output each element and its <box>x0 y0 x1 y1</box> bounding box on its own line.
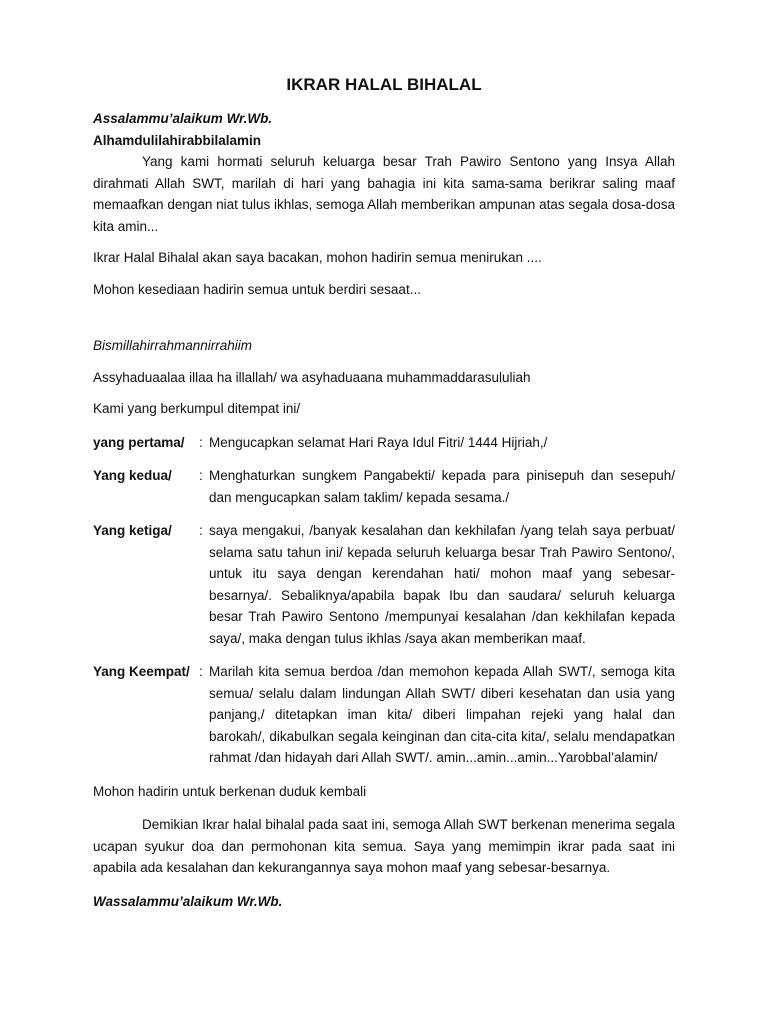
opening-greeting: Assalammu’alaikum Wr.Wb. <box>93 111 273 126</box>
pledge-item-3 <box>93 520 675 649</box>
colon: : <box>199 434 203 450</box>
pledge-item-2 <box>93 465 675 508</box>
bismillah-line: Bismillahirrahmannirrahiim <box>93 338 253 353</box>
pledge-item-text: saya mengakui, /banyak kesalahan dan kekhilafan /yang telah saya perbuat/ selama satu tahun ini/ kepada seluruh keluarga besar Trah Pawiro Sentono/, untuk itu saya dengan kerendahan hati/ mohon maaf yang sebesar-besarnya/. Sebaliknya/apabila bapak Ibu dan saudara/ seluruh keluarga besar Trah Pawiro Sentono /mempunyai kesalahan /dan kekhilafan kepada saya/, maka dengan tulus ikhlas /saya akan memberikan maaf. <box>209 523 675 646</box>
pledge-item-text: Menghaturkan sungkem Pangabekti/ kepada para pinisepuh dan sesepuh/ dan mengucapkan salam taklim/ kepada sesama./ <box>209 468 675 505</box>
pledge-item-label: Yang kedua/ <box>93 468 172 483</box>
stand-line: Mohon kesediaan hadirin semua untuk berdiri sesaat... <box>93 281 421 297</box>
sit-line: Mohon hadirin untuk berkenan duduk kembali <box>93 783 367 799</box>
pledge-item-body <box>199 465 675 508</box>
praise-line: Alhamdulilahirabbilalamin <box>93 132 262 148</box>
announce-line: Ikrar Halal Bihalal akan saya bacakan, mohon hadirin semua menirukan .... <box>93 250 542 265</box>
syahadat-line: Assyhaduaalaa illaa ha illallah/ wa asyhaduaana muhammaddarasululiah <box>93 369 531 385</box>
gathered-line: Kami yang berkumpul ditempat ini/ <box>93 401 301 416</box>
pledge-item-body <box>199 520 675 649</box>
intro-paragraph: Yang kami hormati seluruh keluarga besar Trah Pawiro Sentono yang Insya Allah dirahmati Allah SWT, marilah di hari yang bahagia ini kita sama-sama berikrar saling maaf memaafkan dengan niat tulus ikhlas, semoga Allah memberikan ampunan atas segala dosa-dosa kita amin... <box>93 154 675 234</box>
pledge-item-body <box>199 661 675 769</box>
pledge-item-body <box>199 432 675 454</box>
document-title: IKRAR HALAL BIHALAL <box>286 75 482 94</box>
pledge-item-label: Yang Keempat/ <box>93 664 190 679</box>
colon: : <box>199 468 203 483</box>
pledge-item-label: yang pertama/ <box>93 434 185 450</box>
pledge-item-label: Yang ketiga/ <box>93 523 172 538</box>
pledge-item-text: Mengucapkan selamat Hari Raya Idul Fitri/ 1444 Hijriah,/ <box>209 434 548 450</box>
colon: : <box>199 523 203 538</box>
colon: : <box>199 664 203 679</box>
document-body <box>93 74 675 912</box>
closing-paragraph: Demikian Ikrar halal bihalal pada saat ini, semoga Allah SWT berkenan menerima segala ucapan syukur doa dan permohonan kita semua. Saya yang memimpin ikrar pada saat ini apabila ada kesalahan dan kekurangannya saya mohon maaf yang sebesar-besarnya. <box>93 817 675 875</box>
pledge-item-1 <box>93 432 675 454</box>
pledge-item-4 <box>93 661 675 769</box>
closing-greeting: Wassalammu’alaikum Wr.Wb. <box>93 893 283 909</box>
pledge-item-text: Marilah kita semua berdoa /dan memohon kepada Allah SWT/, semoga kita semua/ selalu dalam lindungan Allah SWT/ diberi kesehatan dan usia yang panjang,/ ditetapkan iman kita/ diberi limpahan rejeki yang halal dan barokah/, dikabulkan segala keinginan dan cita-cita kita/, selalu mendapatkan rahmat /dan hidayah dari Allah SWT/. amin...amin...amin...Yarobbal’alamin/ <box>209 664 675 765</box>
